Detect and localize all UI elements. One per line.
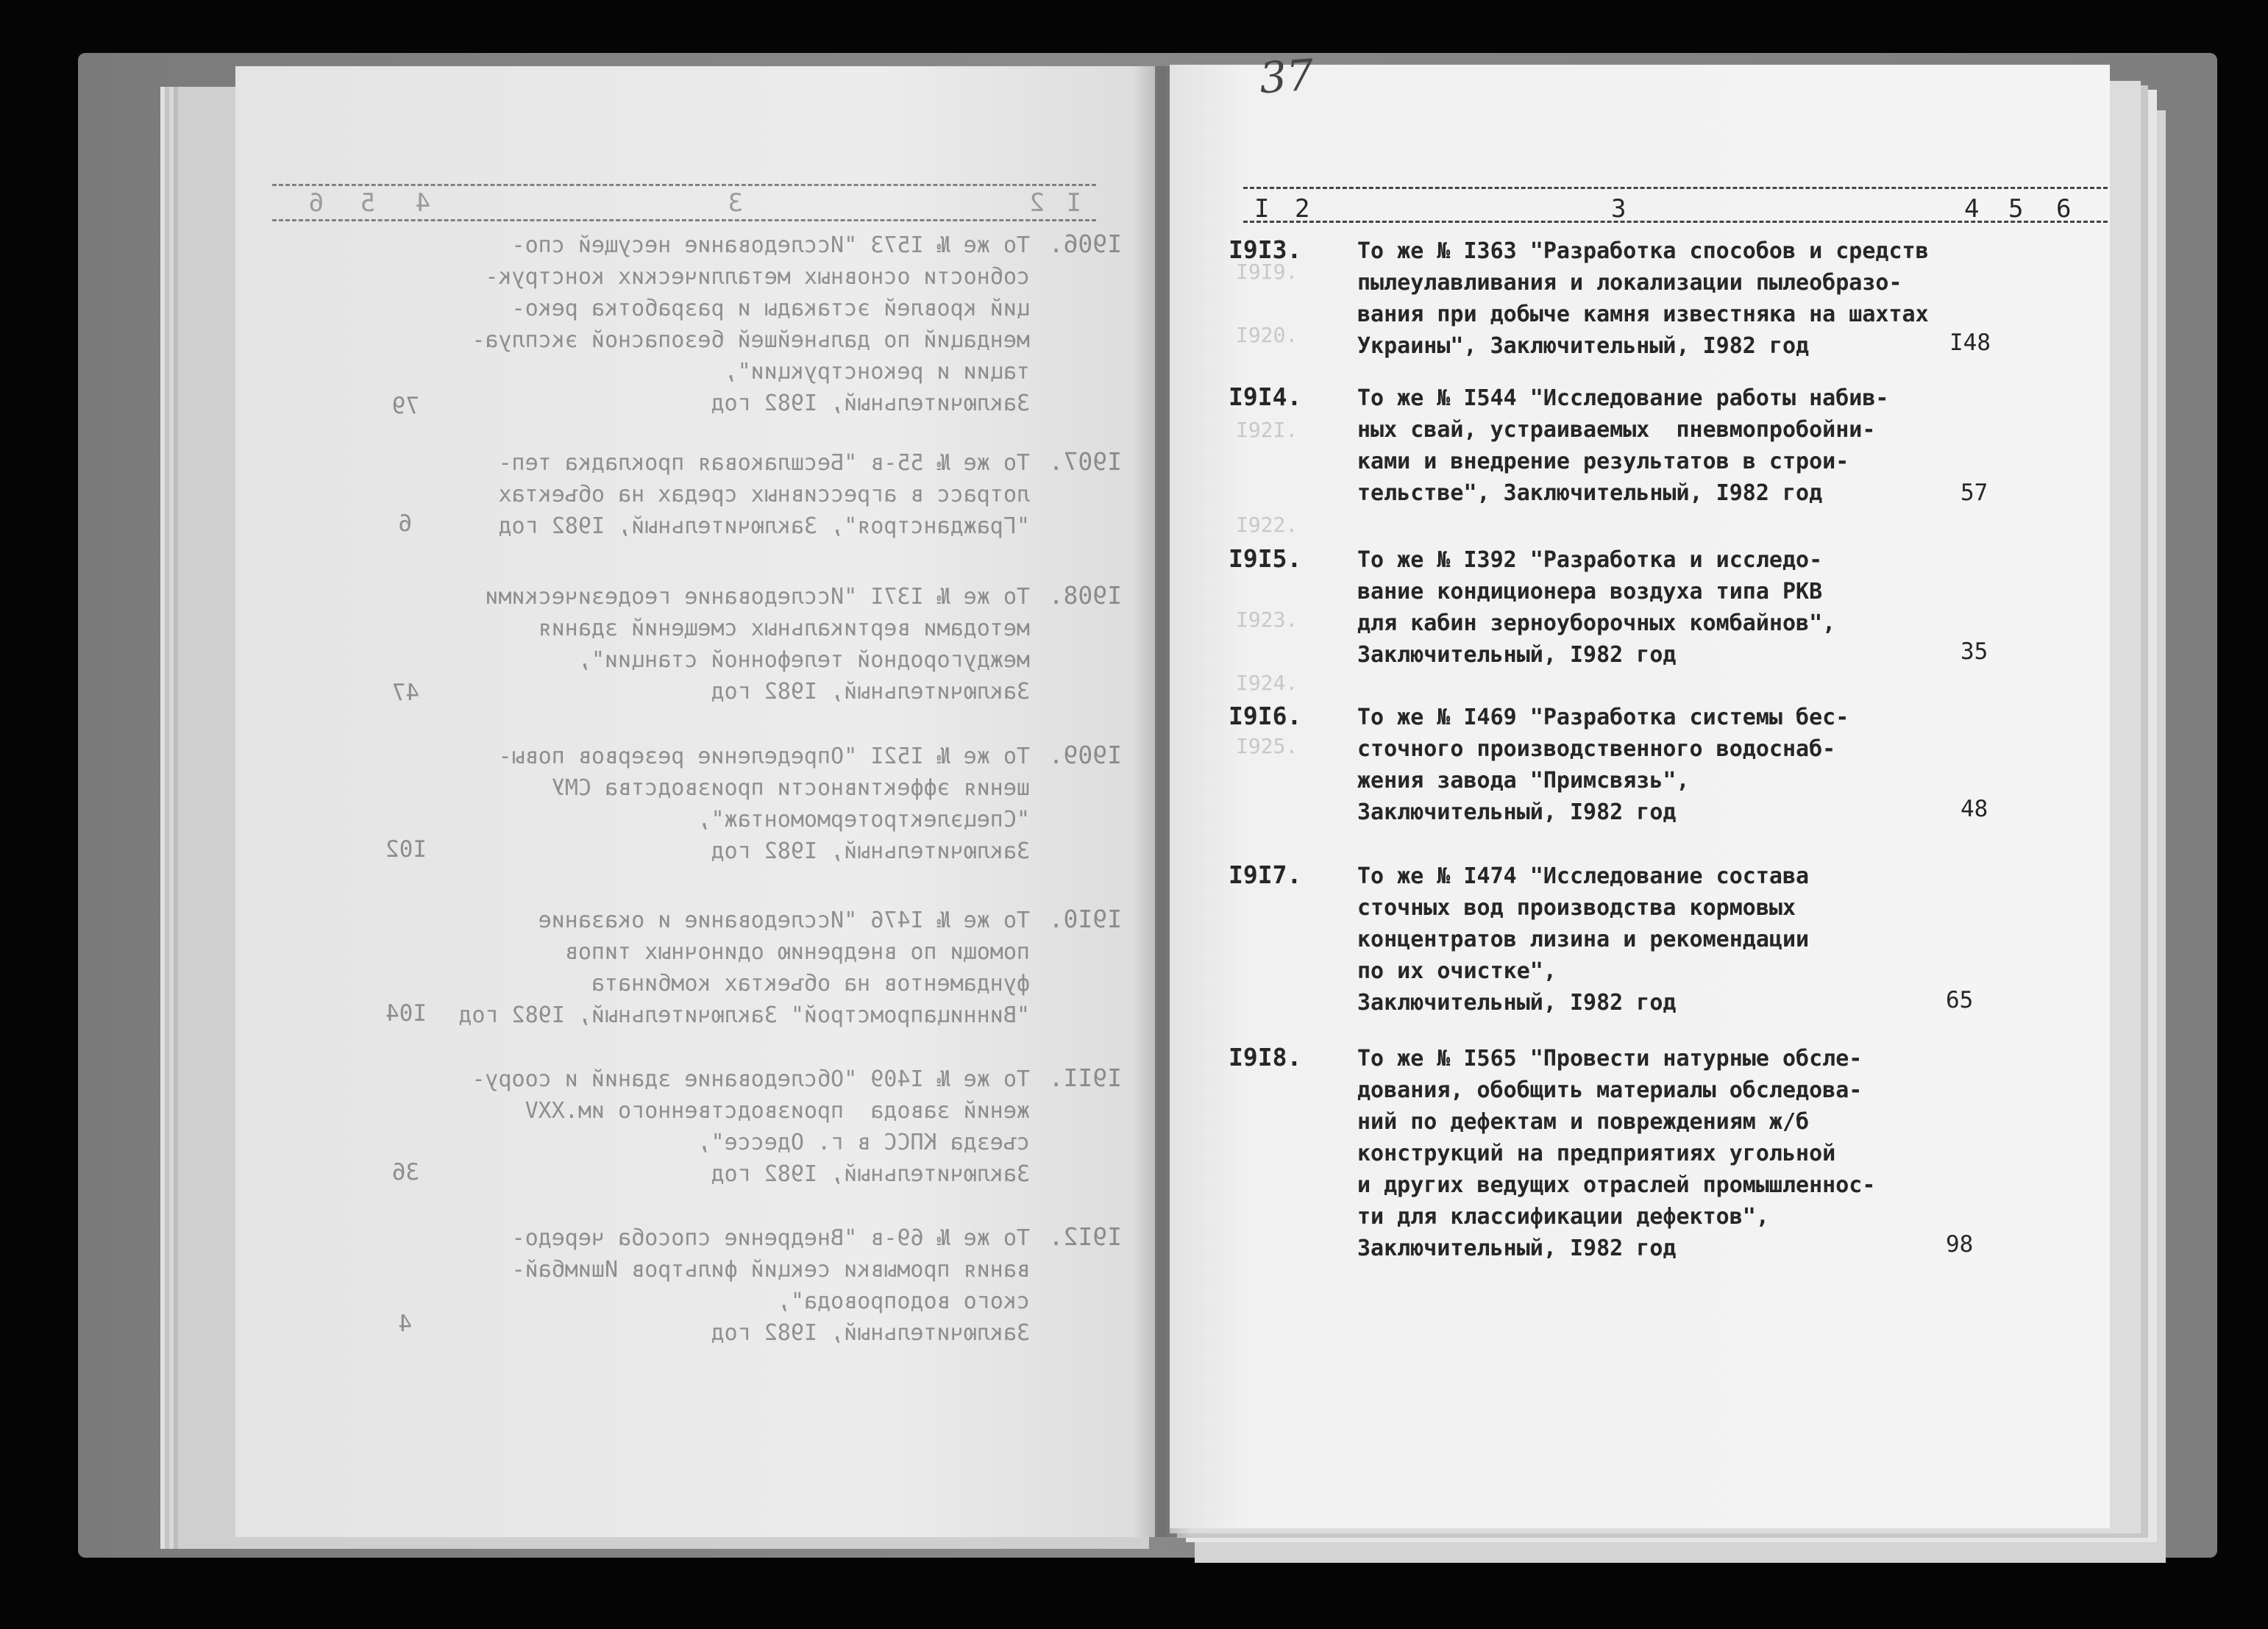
entry-text: То же № I544 "Исследование работы набив- ных свай, устраиваемых пневмопробойни- ками и внедрение результатов в строи- тельстве", Заключительный, I982 год — [1357, 385, 1889, 506]
header-rule-top — [272, 184, 1096, 186]
entry-text: То же № I37I "Исследование геодезическими методами вертикальных смещений здания междугородной телефонной станции", Заключительный, I982 год — [485, 584, 1030, 705]
entry-text: То же № I52I "Определение резервов повы- шения эффективности производства СМУ "Спецэлектротермомонтаж", Заключительный, I982 год — [498, 744, 1030, 864]
header-rule-bottom — [272, 219, 1096, 221]
entry-value: 65 — [1946, 987, 1974, 1013]
entry-number: I9I6. — [1229, 702, 1302, 730]
header-col-5: 5 — [2008, 194, 2025, 224]
entry-value: 57 — [1960, 480, 1988, 506]
entry-value: 6 — [398, 510, 412, 537]
entry-number: I9II. — [1048, 1063, 1122, 1092]
left-page — [235, 66, 1155, 1537]
entry-number: I9I5. — [1229, 544, 1302, 573]
entry-number: I906. — [1048, 229, 1122, 258]
entry-text: То же № I392 "Разработка и исследо- вание кондиционера воздуха типа РКВ для кабин зерноуборочных комбайнов", Заключительный, I982 год — [1357, 547, 1836, 668]
left-page-mirrored-content — [235, 66, 1155, 1537]
entry-value: 36 — [391, 1159, 419, 1186]
header-col-4: 4 — [413, 188, 430, 218]
bleed-through-text: I9I9. I920. I92I. I922. I923. I924. I925. — [1236, 260, 1298, 758]
entry-text: То же № 55-в "Бесшлаковая прокладка теп- лотрасс в агрессивных средах на объектах "Гражданстроя", Заключительный, I982 год — [498, 450, 1030, 539]
entry-number: I907. — [1048, 447, 1122, 476]
entry-number: I9I7. — [1229, 860, 1302, 889]
header-col-5: 5 — [358, 188, 375, 218]
entry-number: I9I2. — [1048, 1222, 1122, 1251]
entry-text: То же № I565 "Провести натурные обсле- дования, обобщить материалы обследова- ний по дефектам и повреждениям ж/б конструкций на предприятиях угольной и других ведущих отраслей промышленнос- ти для классификации дефектов", Заключительный, I982 год — [1357, 1046, 1876, 1261]
entry-text: То же № I573 "Исследование несущей спо- собности основных металлических конструк- ций кровлей эстакады и разработка реко- мендаций по дальнейшей безопасной эксплуа- тации и реконструкции", Заключительный, I982 год — [472, 232, 1030, 416]
entry-value: 47 — [391, 680, 419, 706]
header-col-3: 3 — [1611, 194, 1628, 224]
entry-value: I48 — [1949, 329, 1991, 356]
header-col-1: I — [1254, 194, 1271, 224]
entry-text: То же № I469 "Разработка системы бес- сточного производственного водоснаб- жения завода "Примсвязь", Заключительный, I982 год — [1357, 705, 1849, 825]
header-col-2: 2 — [1295, 194, 1312, 224]
header-col-4: 4 — [1964, 194, 1981, 224]
right-page — [1170, 65, 2110, 1528]
entry-number: I908. — [1048, 581, 1122, 610]
entry-number: I9I4. — [1229, 382, 1302, 411]
entry-value: 48 — [1960, 796, 1988, 822]
entry-text: То же № 69-в "Внедрение способа чередо- вания промывки секций фильтров Ишимбай- ского водопровода", Заключительный, I982 год — [511, 1225, 1030, 1346]
header-col-2: 2 — [1028, 188, 1045, 218]
entry-text: То же № I476 "Исследование и оказание помощи по внедрению одиночных типов фундаментов на объектах комбината "Винницапромстрой" Заключительный, I982 год — [458, 908, 1030, 1028]
entry-value: 35 — [1960, 638, 1988, 665]
entry-number: I9I8. — [1229, 1043, 1302, 1072]
entry-number: I9I3. — [1229, 235, 1302, 264]
entry-value: 98 — [1946, 1231, 1974, 1258]
folio-number: 37 — [1257, 49, 1316, 104]
entry-value: 4 — [398, 1311, 412, 1337]
header-col-6: 6 — [307, 188, 324, 218]
entry-value: I02 — [385, 836, 427, 863]
entry-text: То же № I409 "Обследование зданий и соору- жений завода производственного им.XXV съезда КПСС в г. Одессе", Заключительный, I982 год — [472, 1066, 1030, 1187]
entry-number: I909. — [1048, 741, 1122, 769]
header-col-1: I — [1064, 188, 1081, 218]
entry-text: То же № I474 "Исследование состава сточных вод производства кормовых концентратов лизина и рекомендации по их очистке", Заключительный, I982 год — [1357, 863, 1810, 1016]
header-col-3: 3 — [726, 188, 743, 218]
entry-value: I04 — [385, 1000, 427, 1027]
header-rule-top — [1243, 187, 2108, 189]
entry-number: I9I0. — [1048, 905, 1122, 933]
header-col-6: 6 — [2056, 194, 2073, 224]
entry-value: 79 — [391, 393, 419, 419]
entry-text: То же № I363 "Разработка способов и средств пылеулавливания и локализации пылеобразо- вания при добыче камня известняка на шахтах Украины", Заключительный, I982 год — [1357, 238, 1929, 359]
